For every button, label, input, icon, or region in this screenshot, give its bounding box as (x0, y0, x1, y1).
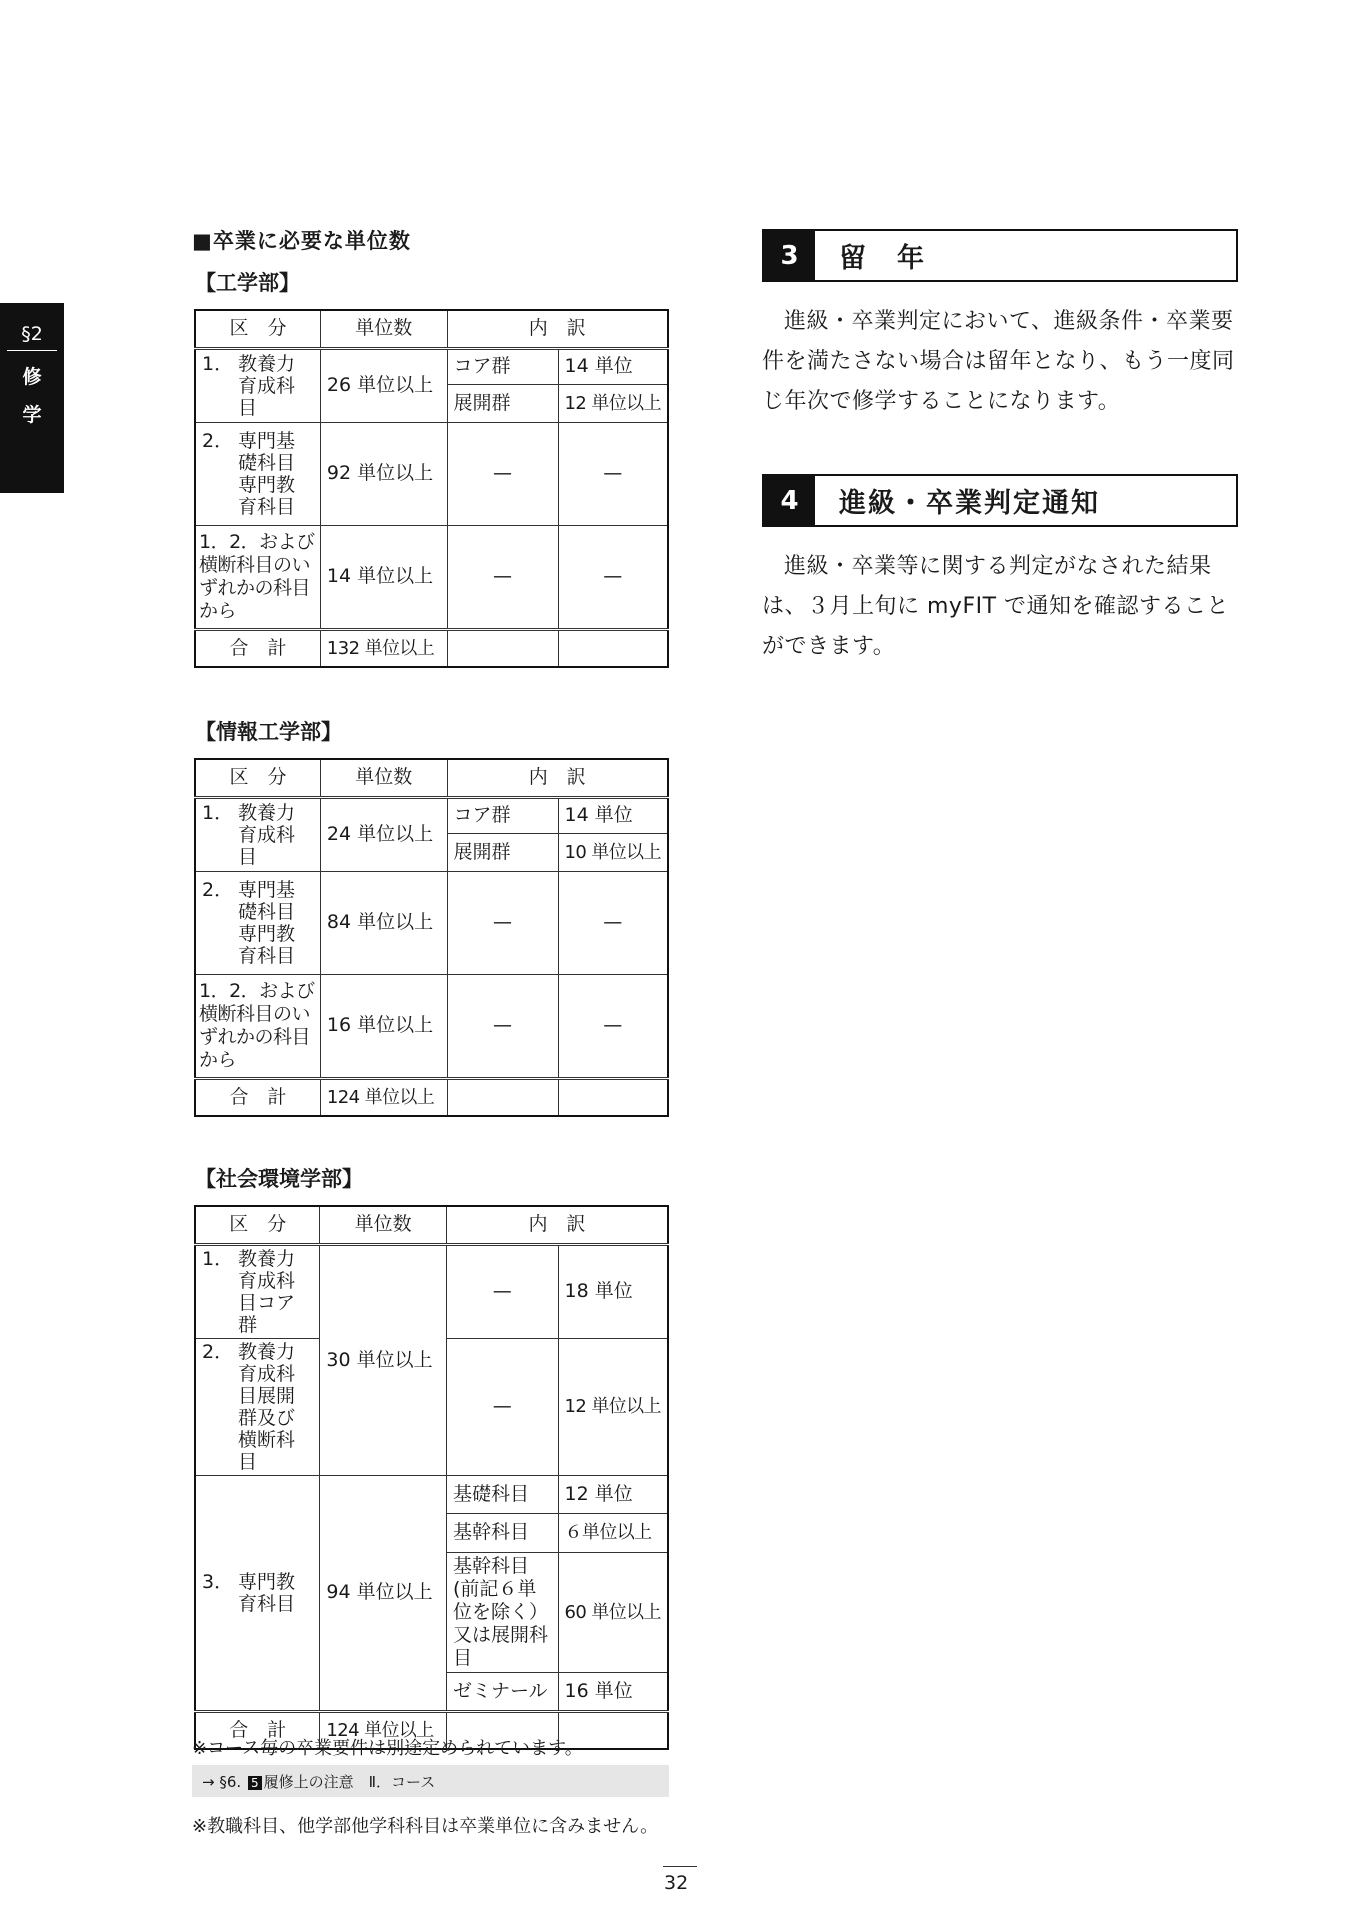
row-number: 3． (202, 1570, 234, 1593)
table-row (195, 1475, 668, 1513)
faculty-title-info: 【情報工学部】 (195, 720, 342, 744)
row-category: 教養力育成科目展開群及び横断科目 (238, 1340, 296, 1473)
sub-category: — (446, 1338, 558, 1475)
page-number: 32 (664, 1872, 689, 1894)
credit-table-info (194, 758, 669, 1117)
faculty-title-env: 【社会環境学部】 (195, 1167, 363, 1191)
section-3-title: 留 年 (839, 243, 926, 274)
sub-units: 12 単位以上 (558, 384, 668, 422)
sub-units: 18 単位 (558, 1244, 668, 1338)
sub-units: 10 単位以上 (558, 833, 668, 871)
sub-units: 12 単位以上 (558, 1338, 668, 1475)
row-number: 1． (202, 801, 234, 824)
row-category: 教養力育成科目 (238, 352, 296, 419)
sub-units: 16 単位 (558, 1672, 668, 1711)
side-chapter-tab (0, 303, 64, 493)
row-number: 2． (202, 429, 234, 452)
sub-units: — (558, 525, 668, 629)
section-4-number: 4 (764, 476, 815, 525)
sub-category: 基幹科目 (446, 1513, 558, 1552)
header-units: 単位数 (320, 759, 447, 797)
page-number-rule (663, 1866, 697, 1867)
table-row (195, 871, 668, 974)
header-units: 単位数 (320, 310, 447, 348)
row-number: 2． (202, 1340, 234, 1363)
row-number: 1． (202, 352, 234, 375)
table-header-row (195, 1206, 668, 1244)
sub-category: ゼミナール (446, 1672, 558, 1711)
sub-category: コア群 (447, 348, 558, 384)
sub-units: 60 単位以上 (558, 1552, 668, 1672)
row-number: 2． (202, 878, 234, 901)
table-total-row (195, 1078, 668, 1116)
sub-category: — (446, 1244, 558, 1338)
sub-category: — (447, 525, 558, 629)
header-breakdown: 内 訳 (446, 1206, 668, 1244)
table-row (195, 525, 668, 629)
section-4-title: 進級・卒業判定通知 (839, 488, 1100, 519)
header-category: 区 分 (195, 759, 320, 797)
sub-category: 基幹科目(前記６単位を除く）又は展開科目 (446, 1552, 558, 1672)
row-units: 92 単位以上 (320, 422, 447, 525)
row-category: 教養力育成科目 (238, 801, 296, 868)
total-units: 124 単位以上 (320, 1711, 447, 1749)
sub-units: 14 単位 (558, 348, 668, 384)
sub-units: — (558, 974, 668, 1078)
sub-units: 14 単位 (558, 797, 668, 833)
sub-category: コア群 (447, 797, 558, 833)
table-row (195, 348, 668, 384)
ref-text: 履修上の注意 Ⅱ．コース (263, 1773, 436, 1791)
row-units: 84 単位以上 (320, 871, 447, 974)
row-units: 26 単位以上 (320, 348, 447, 422)
row-category: 教養力育成科目コア群 (238, 1247, 296, 1336)
table-header-row (195, 759, 668, 797)
table-header-row (195, 310, 668, 348)
table-row (195, 422, 668, 525)
teacher-course-note: ※教職科目、他学部他学科科目は卒業単位に含みません。 (192, 1816, 659, 1837)
table-row (195, 974, 668, 1078)
sub-category: — (447, 974, 558, 1078)
section-3-heading (762, 229, 1238, 282)
side-tab-char-2: 学 (22, 404, 42, 426)
sub-units: ６単位以上 (558, 1513, 668, 1552)
sub-category: 展開群 (447, 833, 558, 871)
faculty-title-eng: 【工学部】 (195, 271, 300, 295)
section-4-heading (762, 474, 1238, 527)
row-units: 94 単位以上 (320, 1475, 447, 1711)
total-units: 132 単位以上 (320, 629, 447, 667)
cross-reference (192, 1765, 669, 1797)
row-category: 1．2．および横断科目のいずれかの科目から (195, 974, 320, 1078)
total-label: 合 計 (195, 1711, 320, 1749)
sub-category: 基礎科目 (446, 1475, 558, 1513)
row-category: 専門基礎科目専門教育科目 (238, 429, 296, 518)
credit-table-eng (194, 309, 669, 668)
ref-number-badge: 5 (248, 1776, 262, 1790)
table-total-row (195, 629, 668, 667)
total-label: 合 計 (195, 1078, 320, 1116)
side-tab-section: §2 (7, 323, 57, 351)
row-units: 14 単位以上 (320, 525, 447, 629)
sub-units: — (558, 871, 668, 974)
section-3-number: 3 (764, 231, 815, 280)
total-label: 合 計 (195, 629, 320, 667)
credit-table-env (194, 1205, 669, 1750)
sub-units: 12 単位 (558, 1475, 668, 1513)
row-category: 専門基礎科目専門教育科目 (238, 878, 296, 967)
page-title: ■卒業に必要な単位数 (192, 229, 411, 253)
header-category: 区 分 (195, 310, 320, 348)
ref-prefix: → §6. (202, 1773, 242, 1791)
sub-category: 展開群 (447, 384, 558, 422)
header-breakdown: 内 訳 (447, 759, 668, 797)
row-number: 1． (202, 1247, 234, 1270)
header-breakdown: 内 訳 (447, 310, 668, 348)
row-category: 1．2．および横断科目のいずれかの科目から (195, 525, 320, 629)
table-row (195, 1244, 668, 1338)
sub-category: — (447, 422, 558, 525)
section-4-text: 進級・卒業等に関する判定がなされた結果は、３月上旬に myFIT で通知を確認することができます。 (762, 554, 1230, 659)
sub-category: — (447, 871, 558, 974)
header-units: 単位数 (320, 1206, 447, 1244)
total-units: 124 単位以上 (320, 1078, 447, 1116)
header-category: 区 分 (195, 1206, 320, 1244)
row-units: 24 単位以上 (320, 797, 447, 871)
row-units: 30 単位以上 (320, 1244, 447, 1475)
side-tab-char-1: 修 (22, 366, 42, 388)
section-3-text: 進級・卒業判定において、進級条件・卒業要件を満たさない場合は留年となり、もう一度同じ年次で修学することになります。 (762, 309, 1235, 414)
sub-units: — (558, 422, 668, 525)
row-units: 16 単位以上 (320, 974, 447, 1078)
table-row (195, 797, 668, 833)
row-category: 専門教育科目 (238, 1570, 296, 1615)
course-note: ※コース毎の卒業要件は別途定められています。 (192, 1738, 583, 1759)
